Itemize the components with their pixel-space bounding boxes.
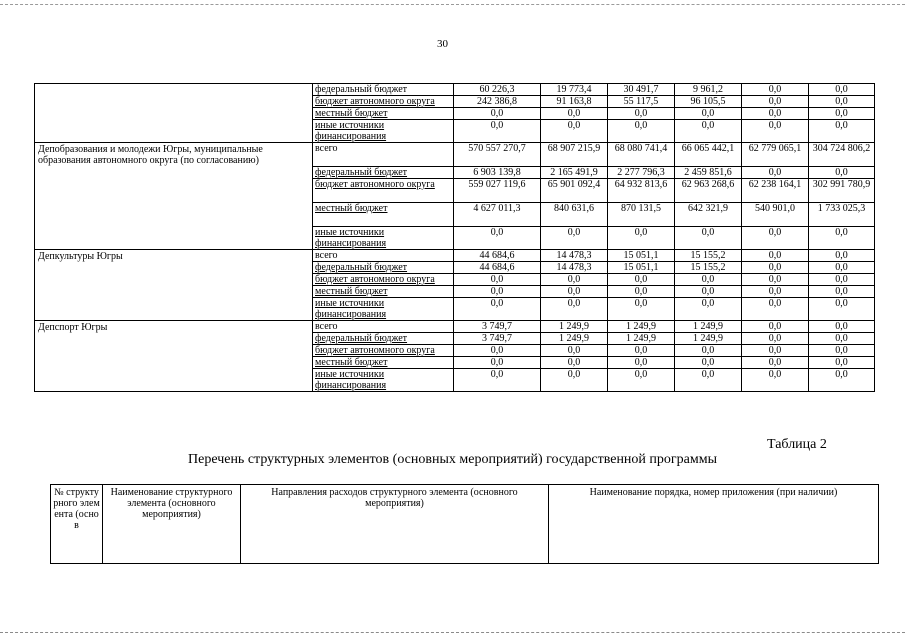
amount-cell: 642 321,9 (675, 203, 742, 227)
amount-cell: 15 155,2 (675, 262, 742, 274)
responsible-executor-cell: Депспорт Югры (35, 321, 313, 392)
amount-cell: 0,0 (608, 286, 675, 298)
amount-cell: 0,0 (454, 286, 541, 298)
amount-cell: 0,0 (742, 298, 809, 321)
amount-cell: 0,0 (541, 369, 608, 392)
amount-cell: 0,0 (675, 274, 742, 286)
responsible-executor-cell: Депкультуры Югры (35, 250, 313, 321)
amount-cell: 0,0 (608, 227, 675, 250)
amount-cell: 9 961,2 (675, 84, 742, 96)
funding-source-cell: бюджет автономного округа (313, 345, 454, 357)
amount-cell: 0,0 (608, 357, 675, 369)
amount-cell: 0,0 (608, 108, 675, 120)
funding-source-cell: бюджет автономного округа (313, 96, 454, 108)
amount-cell: 559 027 119,6 (454, 179, 541, 203)
amount-cell: 0,0 (541, 108, 608, 120)
amount-cell: 0,0 (675, 120, 742, 143)
amount-cell: 0,0 (742, 84, 809, 96)
amount-cell: 68 907 215,9 (541, 143, 608, 167)
amount-cell: 840 631,6 (541, 203, 608, 227)
amount-cell: 0,0 (454, 274, 541, 286)
amount-cell: 0,0 (742, 286, 809, 298)
funding-source-cell: федеральный бюджет (313, 84, 454, 96)
amount-cell: 55 117,5 (608, 96, 675, 108)
amount-cell: 1 249,9 (675, 321, 742, 333)
amount-cell: 0,0 (454, 108, 541, 120)
amount-cell: 0,0 (742, 262, 809, 274)
amount-cell: 3 749,7 (454, 321, 541, 333)
amount-cell: 0,0 (809, 108, 875, 120)
amount-cell: 0,0 (541, 120, 608, 143)
funding-source-cell: иные источники финансирования (313, 120, 454, 143)
funding-source-cell: всего (313, 321, 454, 333)
amount-cell: 0,0 (608, 274, 675, 286)
amount-cell: 570 557 270,7 (454, 143, 541, 167)
amount-cell: 44 684,6 (454, 262, 541, 274)
funding-source-cell: иные источники финансирования (313, 298, 454, 321)
bottom-scan-line (0, 632, 905, 633)
amount-cell: 0,0 (675, 108, 742, 120)
amount-cell: 62 238 164,1 (742, 179, 809, 203)
amount-cell: 0,0 (742, 333, 809, 345)
amount-cell: 1 249,9 (675, 333, 742, 345)
funding-source-cell: бюджет автономного округа (313, 179, 454, 203)
header-procedure-name: Наименование порядка, номер приложения (при наличии) (549, 485, 879, 564)
amount-cell: 96 105,5 (675, 96, 742, 108)
amount-cell: 19 773,4 (541, 84, 608, 96)
amount-cell: 0,0 (809, 274, 875, 286)
structural-elements-header-row (51, 485, 879, 564)
financing-row (35, 321, 875, 333)
amount-cell: 0,0 (541, 274, 608, 286)
table-2-title: Перечень структурных элементов (основных мероприятий) государственной программы (188, 452, 717, 467)
amount-cell: 0,0 (541, 286, 608, 298)
funding-source-cell: федеральный бюджет (313, 262, 454, 274)
amount-cell: 30 491,7 (608, 84, 675, 96)
amount-cell: 1 733 025,3 (809, 203, 875, 227)
amount-cell: 0,0 (809, 167, 875, 179)
amount-cell: 14 478,3 (541, 250, 608, 262)
amount-cell: 15 051,1 (608, 250, 675, 262)
amount-cell: 44 684,6 (454, 250, 541, 262)
amount-cell: 14 478,3 (541, 262, 608, 274)
responsible-executor-cell (35, 84, 313, 143)
funding-source-cell: федеральный бюджет (313, 167, 454, 179)
amount-cell: 1 249,9 (608, 321, 675, 333)
financing-row (35, 143, 875, 167)
amount-cell: 0,0 (742, 108, 809, 120)
amount-cell: 6 903 139,8 (454, 167, 541, 179)
funding-source-cell: всего (313, 143, 454, 167)
amount-cell: 0,0 (675, 357, 742, 369)
header-element-number: № структурного элемента (основ (51, 485, 103, 564)
amount-cell: 2 459 851,6 (675, 167, 742, 179)
amount-cell: 0,0 (675, 345, 742, 357)
amount-cell: 0,0 (541, 357, 608, 369)
amount-cell: 1 249,9 (541, 321, 608, 333)
amount-cell: 0,0 (541, 298, 608, 321)
amount-cell: 0,0 (742, 321, 809, 333)
funding-source-cell: всего (313, 250, 454, 262)
amount-cell: 302 991 780,9 (809, 179, 875, 203)
amount-cell: 91 163,8 (541, 96, 608, 108)
header-element-name: Наименование структурного элемента (основного мероприятия) (103, 485, 241, 564)
amount-cell: 0,0 (675, 298, 742, 321)
funding-source-cell: иные источники финансирования (313, 369, 454, 392)
structural-elements-table (50, 484, 879, 564)
amount-cell: 60 226,3 (454, 84, 541, 96)
amount-cell: 0,0 (675, 227, 742, 250)
table-2-label: Таблица 2 (767, 437, 827, 452)
amount-cell: 2 165 491,9 (541, 167, 608, 179)
amount-cell: 0,0 (454, 120, 541, 143)
amount-cell: 0,0 (742, 96, 809, 108)
amount-cell: 0,0 (809, 96, 875, 108)
amount-cell: 0,0 (809, 84, 875, 96)
amount-cell: 0,0 (608, 345, 675, 357)
top-scan-line (0, 4, 905, 5)
amount-cell: 1 249,9 (608, 333, 675, 345)
amount-cell: 0,0 (809, 345, 875, 357)
financing-row (35, 84, 875, 96)
amount-cell: 15 051,1 (608, 262, 675, 274)
amount-cell: 62 779 065,1 (742, 143, 809, 167)
amount-cell: 0,0 (541, 227, 608, 250)
amount-cell: 0,0 (809, 262, 875, 274)
funding-source-cell: местный бюджет (313, 357, 454, 369)
funding-source-cell: местный бюджет (313, 286, 454, 298)
amount-cell: 0,0 (742, 369, 809, 392)
amount-cell: 242 386,8 (454, 96, 541, 108)
header-expense-directions: Направления расходов структурного элемента (основного мероприятия) (241, 485, 549, 564)
responsible-executor-cell: Депобразования и молодежи Югры, муниципальные образования автономного округа (по согласованию) (35, 143, 313, 250)
funding-source-cell: иные источники финансирования (313, 227, 454, 250)
amount-cell: 0,0 (675, 286, 742, 298)
amount-cell: 3 749,7 (454, 333, 541, 345)
amount-cell: 0,0 (742, 167, 809, 179)
page-number: 30 (437, 38, 448, 50)
amount-cell: 870 131,5 (608, 203, 675, 227)
amount-cell: 0,0 (742, 120, 809, 143)
amount-cell: 0,0 (809, 333, 875, 345)
amount-cell: 0,0 (742, 274, 809, 286)
amount-cell: 64 932 813,6 (608, 179, 675, 203)
amount-cell: 0,0 (809, 250, 875, 262)
funding-source-cell: бюджет автономного округа (313, 274, 454, 286)
amount-cell: 1 249,9 (541, 333, 608, 345)
amount-cell: 0,0 (742, 227, 809, 250)
amount-cell: 0,0 (454, 357, 541, 369)
amount-cell: 540 901,0 (742, 203, 809, 227)
amount-cell: 304 724 806,2 (809, 143, 875, 167)
amount-cell: 0,0 (809, 120, 875, 143)
amount-cell: 0,0 (454, 345, 541, 357)
amount-cell: 0,0 (742, 345, 809, 357)
amount-cell: 68 080 741,4 (608, 143, 675, 167)
amount-cell: 0,0 (809, 321, 875, 333)
amount-cell: 65 901 092,4 (541, 179, 608, 203)
funding-source-cell: местный бюджет (313, 108, 454, 120)
amount-cell: 0,0 (608, 369, 675, 392)
financing-row (35, 250, 875, 262)
funding-source-cell: местный бюджет (313, 203, 454, 227)
amount-cell: 0,0 (608, 120, 675, 143)
amount-cell: 0,0 (809, 286, 875, 298)
amount-cell: 0,0 (675, 369, 742, 392)
amount-cell: 62 963 268,6 (675, 179, 742, 203)
amount-cell: 0,0 (809, 369, 875, 392)
amount-cell: 0,0 (742, 357, 809, 369)
amount-cell: 4 627 011,3 (454, 203, 541, 227)
amount-cell: 0,0 (454, 369, 541, 392)
amount-cell: 0,0 (809, 227, 875, 250)
financing-table (34, 83, 875, 392)
amount-cell: 0,0 (541, 345, 608, 357)
amount-cell: 2 277 796,3 (608, 167, 675, 179)
amount-cell: 0,0 (742, 250, 809, 262)
amount-cell: 0,0 (608, 298, 675, 321)
amount-cell: 15 155,2 (675, 250, 742, 262)
amount-cell: 0,0 (454, 298, 541, 321)
amount-cell: 0,0 (809, 357, 875, 369)
amount-cell: 0,0 (454, 227, 541, 250)
amount-cell: 0,0 (809, 298, 875, 321)
funding-source-cell: федеральный бюджет (313, 333, 454, 345)
amount-cell: 66 065 442,1 (675, 143, 742, 167)
